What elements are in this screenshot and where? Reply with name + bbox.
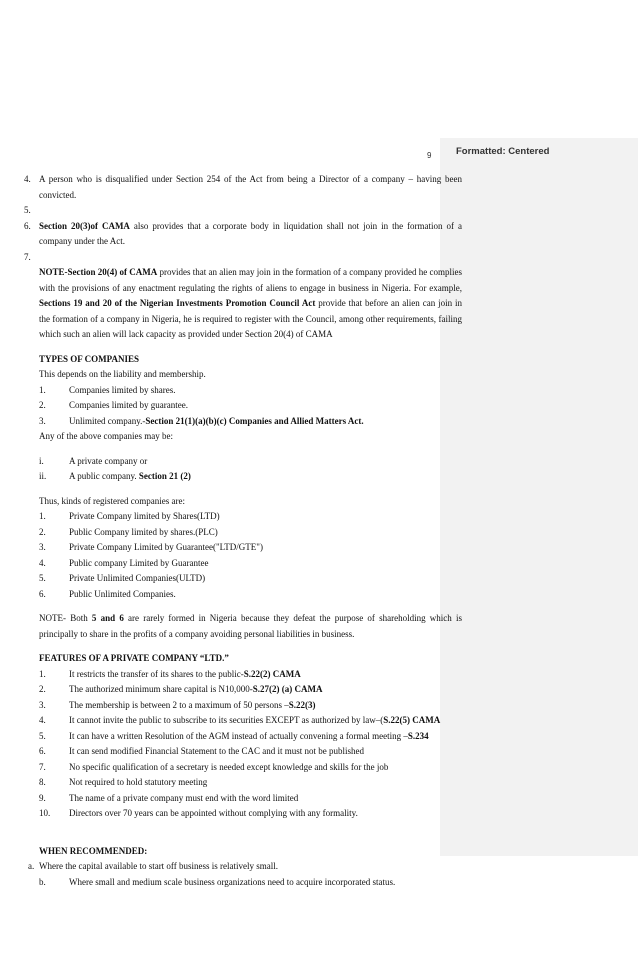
note-bold-1: NOTE-Section 20(4) of CAMA [39, 267, 158, 277]
any-of-line: Any of the above companies may be: [39, 431, 173, 441]
item-number: 4. [24, 174, 31, 184]
list-item: b. Where small and medium scale business organizations need to acquire incorporated status. [39, 876, 396, 887]
comment-pane-label: Formatted: Centered [456, 146, 550, 157]
item-text: A person who is disqualified under Section 254 of the Act from being a Director of a company – having been convicted. [39, 174, 462, 200]
note2-paragraph: NOTE- Both 5 and 6 are rarely formed in Nigeria because they defeat the purpose of shareholding which is principally to share in the profits of a company avoiding personal liabilities in business. [39, 613, 463, 639]
note-text-1: provides that an alien may join in the formation of a company provided he complies with the provisions of any enactment regulating the rights of aliens to engage in business in Nigeria. For example, [39, 267, 462, 293]
note-bold-2: Sections 19 and 20 of the Nigerian Investments Promotion Council Act [39, 298, 316, 308]
when-heading: WHEN RECOMMENDED: [39, 845, 148, 856]
item-number: 5. [24, 205, 31, 215]
types-heading: TYPES OF COMPANIES [39, 353, 140, 364]
list-item: 1. Private Company limited by Shares(LTD) [39, 511, 220, 521]
numbered-item-4 [24, 172, 462, 203]
item-text: also provides that a corporate body in liquidation shall not join in the formation of a company under the Act. [39, 220, 462, 246]
list-item: 2. Public Company limited by shares.(PLC) [39, 526, 218, 537]
list-item: 4. It cannot invite the public to subscribe to its securities EXCEPT as authorized by law–(S.22(5) CAMA [39, 715, 441, 725]
list-item: 5. It can have a written Resolution of the AGM instead of actually convening a formal meeting –S.234 [39, 730, 429, 741]
list-item: 2. The authorized minimum share capital is N10,000-S.27(2) (a) CAMA [39, 684, 323, 694]
list-item: 3. The membership is between 2 to a maximum of 50 persons –S.22(3) [39, 699, 316, 710]
note-paragraph [24, 265, 462, 343]
page-number: 9 [427, 151, 432, 160]
list-item: a. Where the capital available to start off business is relatively small. [28, 861, 279, 871]
item-number: 6. [24, 220, 31, 231]
kinds-intro: Thus, kinds of registered companies are: [39, 495, 185, 506]
item-number: 7. [24, 251, 31, 262]
list-item: 1. It restricts the transfer of its shares to the public-S.22(2) CAMA [39, 668, 301, 679]
list-item: 8. Not required to hold statutory meeting [39, 777, 208, 787]
types-intro: This depends on the liability and membership. [39, 369, 206, 379]
comment-pane [440, 138, 638, 856]
list-item: 10. Directors over 70 years can be appointed without complying with any formality. [39, 808, 358, 818]
list-item: 2. Companies limited by guarantee. [39, 400, 188, 410]
list-item: 6. Public Unlimited Companies. [39, 588, 176, 599]
list-item: i. A private company or [39, 455, 148, 466]
list-item: 7. No specific qualification of a secretary is needed except knowledge and skills for the job [39, 761, 389, 772]
numbered-item-6 [24, 219, 462, 250]
note-text-2: provide that before an alien can join in the formation of a company in Nigeria, he is required to register with the Council, among other requirements, failing which such an alien will lack capacity as provided under Section 20(4) of CAMA [39, 298, 462, 339]
list-item: 3. Private Company Limited by Guarantee("LTD/GTE") [39, 542, 263, 552]
features-heading: FEATURES OF A PRIVATE COMPANY “LTD.” [39, 653, 229, 663]
numbered-item-5 [24, 203, 462, 219]
list-item: 5. Private Unlimited Companies(ULTD) [39, 573, 206, 583]
list-item: 9. The name of a private company must end with the word limited [39, 792, 299, 803]
list-item: ii. A public company. Section 21 (2) [39, 471, 191, 481]
list-item: 6. It can send modified Financial Statement to the CAC and it must not be published [39, 746, 364, 756]
item-bold-ref: Section 20(3)of CAMA [39, 220, 130, 231]
numbered-item-7 [24, 250, 462, 266]
list-item: 4. Public company Limited by Guarantee [39, 557, 209, 568]
list-item: 3. Unlimited company.-Section 21(1)(a)(b)(c) Companies and Allied Matters Act. [39, 415, 364, 426]
list-item: 1. Companies limited by shares. [39, 384, 176, 395]
document-body [24, 172, 462, 890]
